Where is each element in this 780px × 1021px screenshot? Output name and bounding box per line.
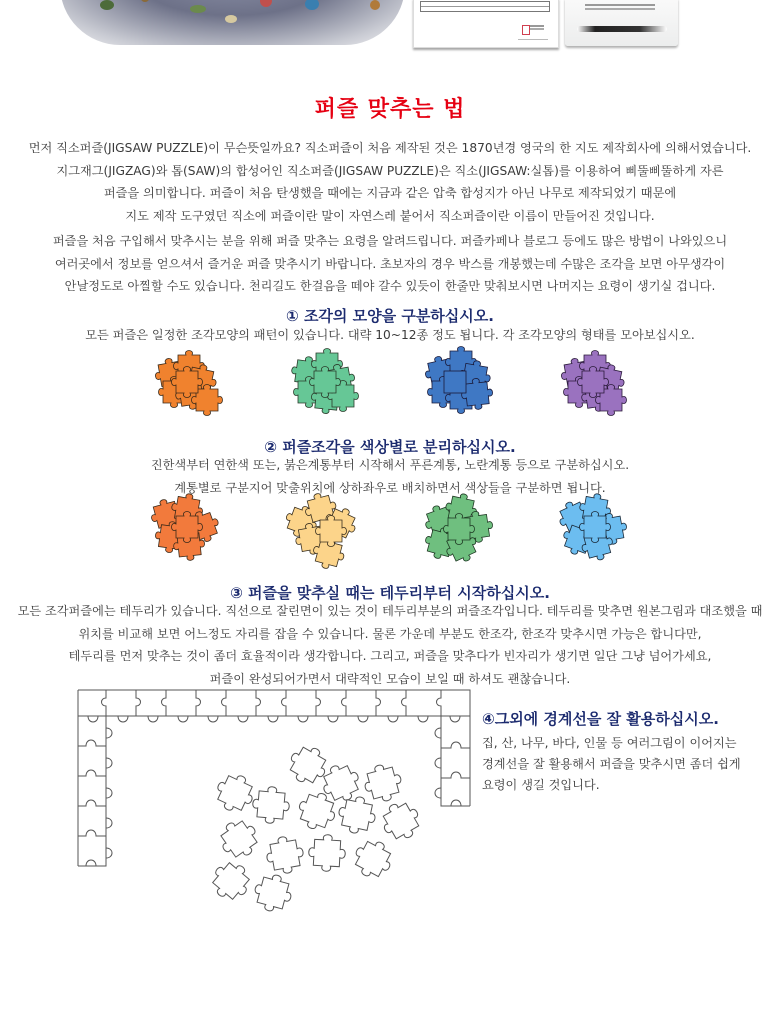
intro-line: 퍼즐을 처음 구입해서 맞추시는 분을 위해 퍼즐 맞추는 요령을 알려드립니다. 퍼즐카페나 블로그 등에도 많은 방법이 나와있으니 [52,234,728,248]
step-4-title: ④그외에 경계선을 잘 활용하십시오. [482,710,719,728]
loose-pieces-illustration [200,740,440,930]
step-4-block [482,708,762,796]
step-line: 모든 조각퍼즐에는 테두리가 있습니다. 직선으로 잘린면이 있는 것이 테두리부분의 퍼즐조각입니다. 테두리를 맞추면 원본그림과 대조했을 때 [17,604,763,618]
step-4-description [482,733,762,796]
intro-paragraph-2 [0,230,780,298]
step-2-piece-clusters [0,490,780,570]
step-line: 요령이 생길 것입니다. [482,778,600,792]
purple-piece-cluster [559,351,627,416]
intro-line: 먼저 직소퍼즐(JIGSAW PUZZLE)이 무슨뜻일까요? 직소퍼즐이 처음 제작된 것은 1870년경 영국의 한 지도 제작회사에 의해서였습니다. [28,141,752,155]
step-2-title: ② 퍼즐조각을 색상별로 분리하십시오. [264,438,516,456]
green-piece-cluster [290,349,359,416]
step-3-title: ③ 퍼즐을 맞추실 때는 테두리부터 시작하십시오. [230,584,550,602]
intro-line: 지그재그(JIGZAG)와 톱(SAW)의 합성어인 직소퍼즐(JIGSAW PUZZLE)은 직소(JIGSAW:실톱)를 이용하여 삐뚤삐뚤하게 자른 [56,163,724,178]
dark-orange-piece-cluster [148,491,223,562]
step-line: 테두리를 먼저 맞추는 것이 좀더 효율적이라 생각합니다. 그리고, 퍼즐을 맞추다가 빈자리가 생기면 일단 그냥 넘어가세요, [68,649,712,663]
intro-line: 안날정도로 아찔할 수도 있습니다. 천리길도 한걸음을 떼야 갈수 있듯이 한줄만 맞춰보시면 나머지는 요령이 생기실 겁니다. [64,279,716,293]
step-1-title: ① 조각의 모양을 구분하십시오. [286,307,494,325]
step-3-description [0,600,780,690]
light-blue-piece-cluster [554,491,629,563]
step-1-piece-clusters [0,345,780,425]
step-line: 계통별로 구분지어 맞출위치에 상하좌우로 배치하면서 색상들을 구분하면 됩니다. [174,480,606,495]
step-line: 모든 퍼즐은 일정한 조각모양의 패턴이 있습니다. 대략 10~12종 정도 됩니다. 각 조각모양의 형태를 모아보십시오. [85,328,695,342]
puzzle-bag-image [60,0,405,45]
intro-paragraph-1 [0,137,780,227]
intro-line: 퍼즐을 의미합니다. 퍼즐이 처음 탄생했을 때에는 지금과 같은 압축 합성지가 아닌 나무로 제작되었기 때문에 [103,186,677,200]
blue-piece-cluster [422,347,494,414]
step-line: 진한색부터 연한색 또는, 붉은계통부터 시작해서 푸른계통, 노란계통 등으로 구분하십시오. [150,458,630,472]
step-line: 퍼즐이 완성되어가면서 대략적인 모습이 보일 때 하셔도 괜찮습니다. [209,671,571,686]
instruction-card-image [413,0,559,48]
page-title: 퍼즐 맞추는 법 [314,97,466,122]
sealed-pouch-image [565,0,678,46]
step-line: 위치를 비교해 보면 어느정도 자리를 잡을 수 있습니다. 물론 가운데 부분도 한조각, 한조각 맞추시면 가능은 합니다만, [78,626,702,641]
intro-line: 여러곳에서 정보를 얻으셔서 즐거운 퍼즐 맞추시기 바랍니다. 초보자의 경우 박스를 개봉했는데 수많은 조각을 보면 아무생각이 [54,256,726,271]
step-1-description [0,324,780,347]
intro-line: 지도 제작 도구였던 직소에 퍼즐이란 말이 자연스레 붙어서 직소퍼즐이란 이름이 만들어진 것입니다. [125,208,655,223]
orange-piece-cluster [153,351,223,416]
step-line: 집, 산, 나무, 바다, 인물 등 여러그림이 이어지는 [482,736,737,750]
product-photo-strip [0,0,780,50]
brand-logo-icon [522,25,530,35]
step-line: 경계선을 잘 활용해서 퍼즐을 맞추시면 좀더 쉽게 [482,757,741,771]
light-yellow-piece-cluster [281,490,361,570]
green-piece-cluster-2 [421,491,495,567]
